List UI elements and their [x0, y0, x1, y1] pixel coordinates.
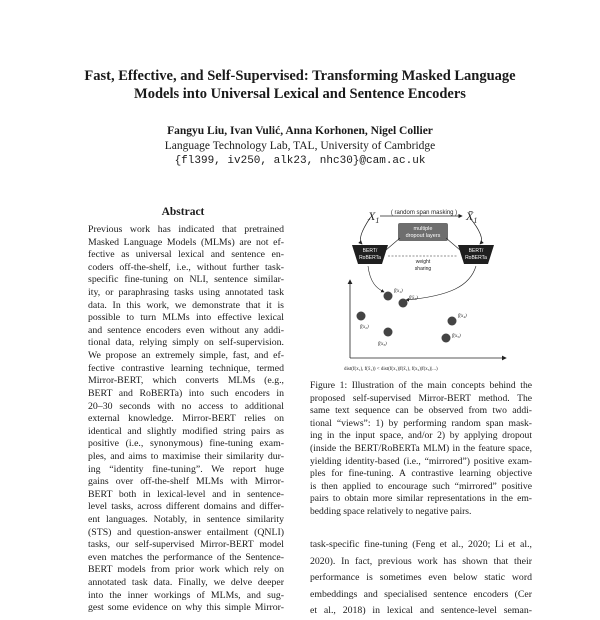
- caption-line: bedding space relatively to negative pairs.: [310, 506, 472, 518]
- caption-line: proposed self-supervised Mirror-BERT method. The: [310, 392, 532, 404]
- x1-label: $X_1$: [368, 209, 380, 225]
- intro-body-text: [310, 537, 532, 620]
- distance-formula: dist(f(x₁), f(x̄₁)) < dist(f(x₁)|f(x̄₁), f(x₂)|f(x₃)|...): [344, 367, 438, 372]
- point-fx2-label: $f(x_2)$: [360, 325, 369, 330]
- figure-mirror-bert-diagram: [340, 200, 512, 375]
- caption-line: ples for fine-tuning. A contrastive learning objective: [310, 468, 532, 480]
- abstract-line: data. In this work, we demonstrate that it is: [88, 299, 284, 311]
- point-fx1bar: [399, 299, 408, 308]
- author-emails: {fl399, iv250, alk23, nhc30}@cam.ac.uk: [174, 155, 426, 167]
- point-fx3: [384, 328, 393, 337]
- abstract-line: gest some evidence on why this simple Mirror-: [88, 602, 284, 614]
- title-line-2: Models into Universal Lexical and Sentence Encoders: [134, 86, 466, 102]
- body-line: 2020). In fact, previous work has shown that their: [310, 555, 532, 567]
- body-line: embeddings and specialised sentence encoders (Cer: [310, 588, 532, 600]
- abstract-line: and sentence encoders even without any addi-: [88, 324, 284, 336]
- point-fx1: [384, 292, 393, 301]
- dropout-label-2: dropout layers: [405, 233, 441, 239]
- paper-title: [40, 67, 560, 103]
- caption-line: pairs to obtain more similar representations in the em-: [310, 493, 532, 505]
- encoder-left-label-1: BERT/: [362, 248, 378, 254]
- abstract-line: level tasks, across different domains and differ-: [88, 501, 284, 513]
- weight-label-2: sharing: [414, 266, 432, 272]
- dropout-to-left: [386, 238, 400, 250]
- abstract-line: BERT both in lexical-level and in sentence-: [88, 488, 284, 500]
- point-fx5-label: $f(x_5)$: [452, 334, 461, 339]
- abstract-line: gains over off-the-shelf MLMs with Mirror-: [88, 476, 284, 488]
- caption-line: tional “views”: 1) by performing random span mask-: [310, 417, 532, 429]
- point-fx1-label: $f(x_1)$: [394, 289, 403, 294]
- body-line: et al., 2018) in lexical and sentence-level seman-: [310, 605, 532, 616]
- point-fx4: [448, 317, 457, 326]
- abstract-line: even matches the performance of the Sentence-: [88, 551, 284, 563]
- abstract-line: BERT models from prior work which rely on: [88, 564, 284, 576]
- body-line: performance is sometimes even below static word: [310, 572, 532, 583]
- span-masking-label: ( random span masking ): [390, 210, 458, 216]
- abstract-line: ity, or paraphrasing tasks using annotated task: [88, 287, 284, 299]
- title-line-1: Fast, Effective, and Self-Supervised: Transforming Masked Language: [84, 68, 516, 84]
- dropout-label-1: multiple: [413, 226, 433, 232]
- abstract-line: Masked Language Models (MLMs) are not ef-: [88, 236, 284, 248]
- dropout-to-right: [446, 238, 460, 250]
- point-fx4-label: $f(x_4)$: [458, 314, 467, 319]
- abstract-line: Previous work has indicated that pretrained: [88, 224, 284, 235]
- abstract-line: tional data, relying simply on self-supervision.: [88, 337, 284, 349]
- point-fx2: [357, 312, 366, 321]
- figure-caption: [310, 380, 532, 519]
- author-list: Fangyu Liu, Ivan Vulić, Anna Korhonen, Nigel Collier: [167, 125, 433, 137]
- encoder-right-label-2: RoBERTa: [465, 255, 487, 261]
- abstract-line: annotated task data. Finally, we delve deeper: [88, 577, 284, 589]
- abstract-heading: Abstract: [161, 206, 205, 218]
- abstract-line: external knowledge. Mirror-BERT relies on: [88, 413, 284, 425]
- abstract-line: (STS) and question-answer entailment (QNLI): [88, 526, 284, 538]
- encoder-left-label-2: RoBERTa: [359, 255, 381, 261]
- caption-line: is then applied to encourage such “mirrored” positive: [310, 480, 532, 492]
- abstract-line: positive (i.e., synonymous) fine-tuning exam-: [88, 438, 284, 450]
- caption-line: same text sequence can be observed from two addi-: [310, 405, 532, 417]
- point-fx3-label: $f(x_3)$: [378, 342, 387, 347]
- abstract-line: BERT and RoBERTa) into such encoders in: [88, 387, 284, 399]
- abstract-line: Mirror-BERT, which converts MLMs (e.g.,: [88, 375, 284, 387]
- x1bar-label: $X̄_1$: [466, 209, 478, 225]
- abstract-line: fective contrastive learning technique, termed: [88, 362, 284, 374]
- abstract-line: possible to turn MLMs into effective lexical: [88, 312, 284, 324]
- abstract-line: ples, and aims to maximise their similarity dur-: [88, 450, 284, 462]
- abstract-line: tasks, our self-supervised Mirror-BERT model: [88, 539, 284, 551]
- point-fx1bar-label: $f(x̄_1)$: [409, 296, 418, 301]
- caption-line: (inside the BERT/RoBERTa MLM) in the feature space,: [310, 443, 532, 455]
- encoder-left-output-arrow: [368, 266, 384, 292]
- encoder-right-label-1: BERT/: [468, 248, 484, 254]
- abstract-line: ent languages. Notably, in sentence similarity: [88, 514, 284, 526]
- abstract-line: We propose an extremely simple, fast, and ef-: [88, 350, 284, 362]
- weight-label-1: weight: [415, 259, 431, 265]
- caption-line: yielding identity-based (i.e., “mirrored”) positive exam-: [310, 455, 532, 467]
- abstract-line: 20–30 seconds with no access to additional: [88, 400, 284, 412]
- abstract-line: coders off-the-shelf, i.e., without further task-: [88, 261, 284, 273]
- abstract-body: [88, 224, 284, 615]
- abstract-line: identical and slightly modified string pairs as: [88, 425, 284, 437]
- point-fx5: [442, 334, 451, 343]
- caption-line: Figure 1: Illustration of the main concepts behind the: [310, 380, 532, 391]
- affiliation: Language Technology Lab, TAL, University of Cambridge: [164, 140, 436, 152]
- abstract-line: specific fine-tuning on NLI, sentence similar-: [88, 274, 284, 286]
- abstract-line: into the inner workings of MLMs, and sug-: [88, 589, 284, 601]
- abstract-line: fective as universal lexical and sentence en-: [88, 249, 284, 261]
- body-line: task-specific fine-tuning (Feng et al., 2020; Li et al.,: [310, 539, 532, 550]
- abstract-line: ing “identity fine-tuning”. We report huge: [88, 463, 284, 475]
- caption-line: ing in the input space, and/or 2) by applying dropout: [310, 430, 532, 442]
